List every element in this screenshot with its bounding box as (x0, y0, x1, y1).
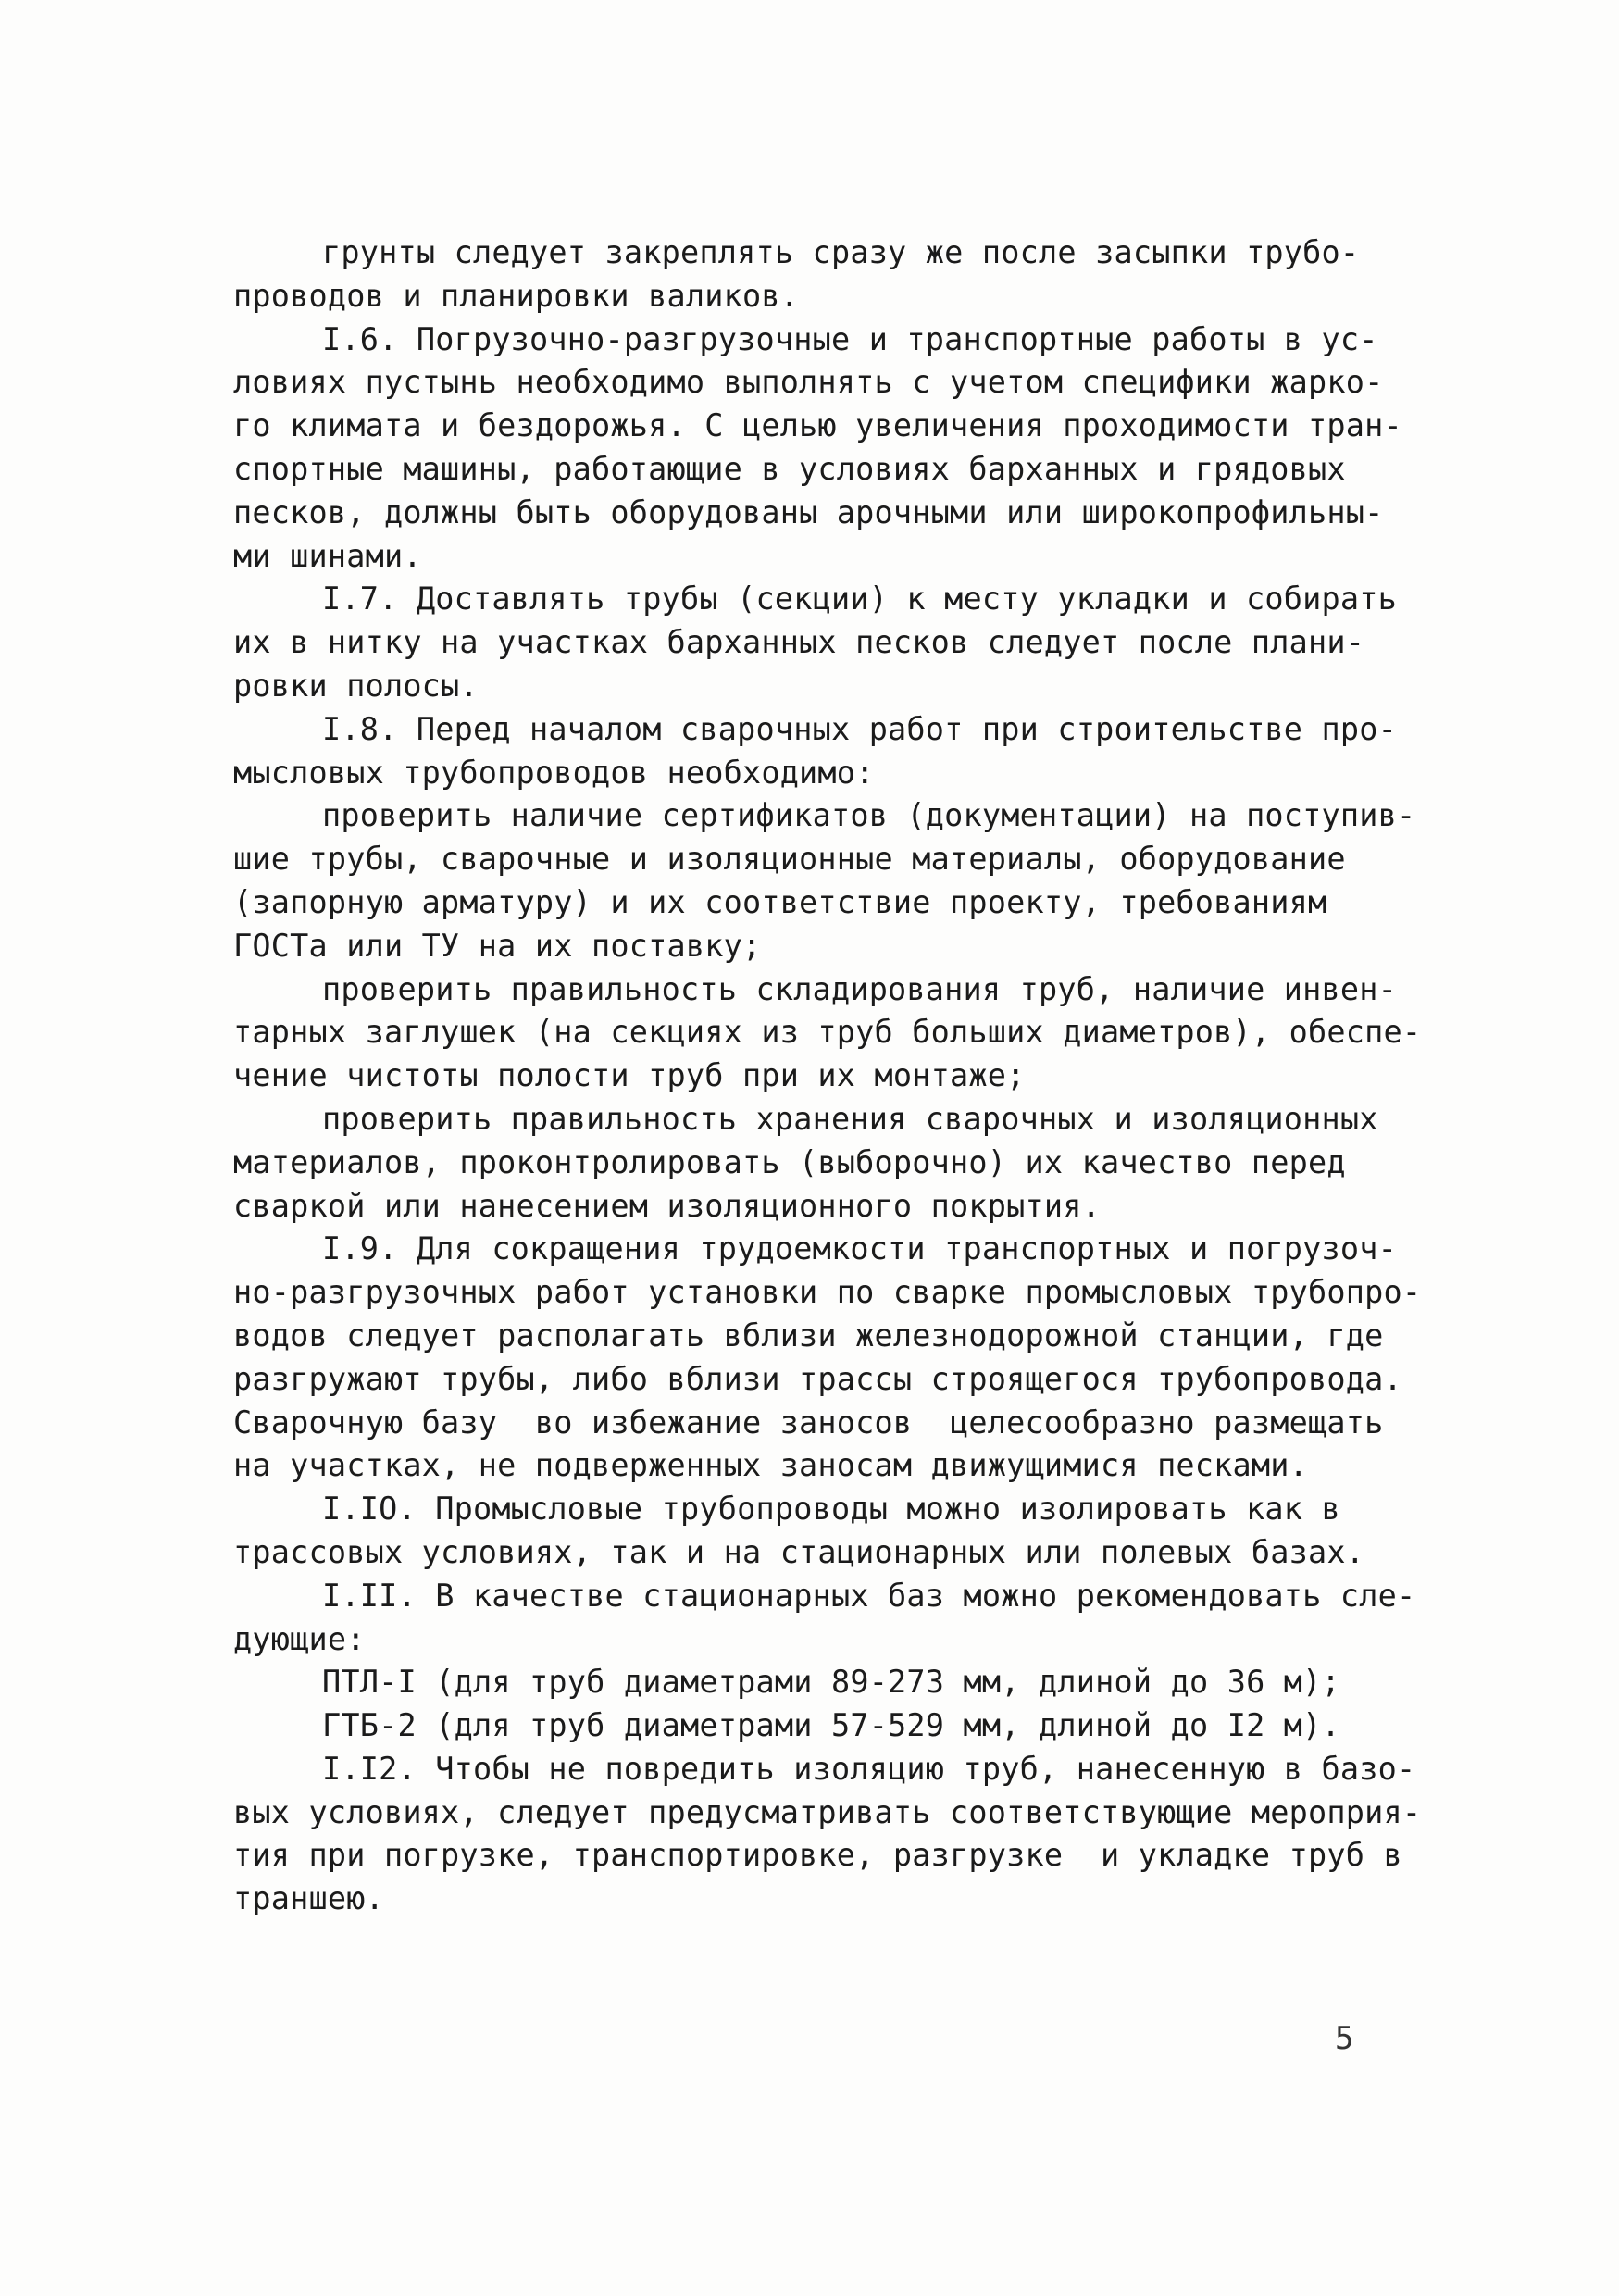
text-line: дующие: (233, 1620, 366, 1657)
text-line: сваркой или нанесением изоляционного покрытия. (233, 1187, 1101, 1224)
text-line: вых условиях, следует предусматривать соответствующие мероприя- (233, 1793, 1422, 1830)
text-line: I.6. Погрузочно-разгрузочные и транспортные работы в ус- (322, 320, 1378, 357)
text-line: трассовых условиях, так и на стационарных или полевых базах. (233, 1533, 1365, 1570)
text-line: ми шинами. (233, 537, 422, 574)
text-line: траншею. (233, 1880, 384, 1917)
text-line: песков, должны быть оборудованы арочными или широкопрофильны- (233, 493, 1384, 530)
text-line: тарных заглушек (на секциях из труб больших диаметров), обеспе- (233, 1014, 1422, 1051)
text-line: ГОСТа или ТУ на их поставку; (233, 927, 762, 964)
body-text (233, 231, 1437, 1921)
text-line: но-разгрузочных работ установки по сварке промысловых трубопро- (233, 1274, 1422, 1311)
text-line: их в нитку на участках барханных песков следует после плани- (233, 624, 1365, 661)
text-line: ГТБ-2 (для труб диаметрами 57-529 мм, длиной до I2 м). (322, 1707, 1340, 1744)
text-line: водов следует располагать вблизи железнодорожной станции, где (233, 1316, 1384, 1354)
text-line: разгружают трубы, либо вблизи трассы строящегося трубопровода. (233, 1360, 1402, 1397)
page-number: 5 (1335, 2020, 1354, 2057)
text-line: тия при погрузке, транспортировке, разгрузке и укладке труб в (233, 1837, 1402, 1874)
text-line: материалов, проконтролировать (выборочно) их качество перед (233, 1143, 1346, 1180)
text-line: ровки полосы. (233, 667, 479, 704)
text-line: I.8. Перед началом сварочных работ при строительстве про- (322, 710, 1398, 747)
text-line: го климата и бездорожья. С целью увеличения проходимости тран- (233, 407, 1402, 444)
text-line: чение чистоты полости труб при их монтаже; (233, 1057, 1026, 1094)
text-line: ловиях пустынь необходимо выполнять с учетом специфики жарко- (233, 364, 1384, 401)
text-line: I.I2. Чтобы не повредить изоляцию труб, нанесенную в базо- (322, 1750, 1416, 1787)
text-line: шие трубы, сварочные и изоляционные материалы, оборудование (233, 841, 1346, 878)
text-line: I.7. Доставлять трубы (секции) к месту укладки и собирать (322, 580, 1398, 618)
text-line: I.9. Для сокращения трудоемкости транспортных и погрузоч- (322, 1230, 1398, 1267)
text-line: проверить наличие сертификатов (документации) на поступив- (322, 797, 1416, 834)
text-line: проводов и планировки валиков. (233, 277, 800, 314)
text-line: ПТЛ-I (для труб диаметрами 89-273 мм, длиной до 36 м); (322, 1664, 1340, 1701)
text-line: I.IO. Промысловые трубопроводы можно изолировать как в (322, 1491, 1340, 1528)
text-line: I.II. В качестве стационарных баз можно рекомендовать сле- (322, 1577, 1416, 1614)
text-line: (запорную арматуру) и их соответствие проекту, требованиям (233, 883, 1327, 920)
text-line: грунты следует закреплять сразу же после засыпки трубо- (322, 234, 1360, 270)
text-line: на участках, не подверженных заносам движущимися песками. (233, 1447, 1309, 1484)
text-line: проверить правильность хранения сварочных и изоляционных (322, 1100, 1378, 1137)
text-line: проверить правильность складирования труб, наличие инвен- (322, 970, 1398, 1007)
text-line: мысловых трубопроводов необходимо: (233, 754, 875, 791)
text-line: Сварочную базу во избежание заносов целесообразно размещать (233, 1404, 1384, 1441)
text-line: спортные машины, работающие в условиях барханных и грядовых (233, 450, 1346, 487)
